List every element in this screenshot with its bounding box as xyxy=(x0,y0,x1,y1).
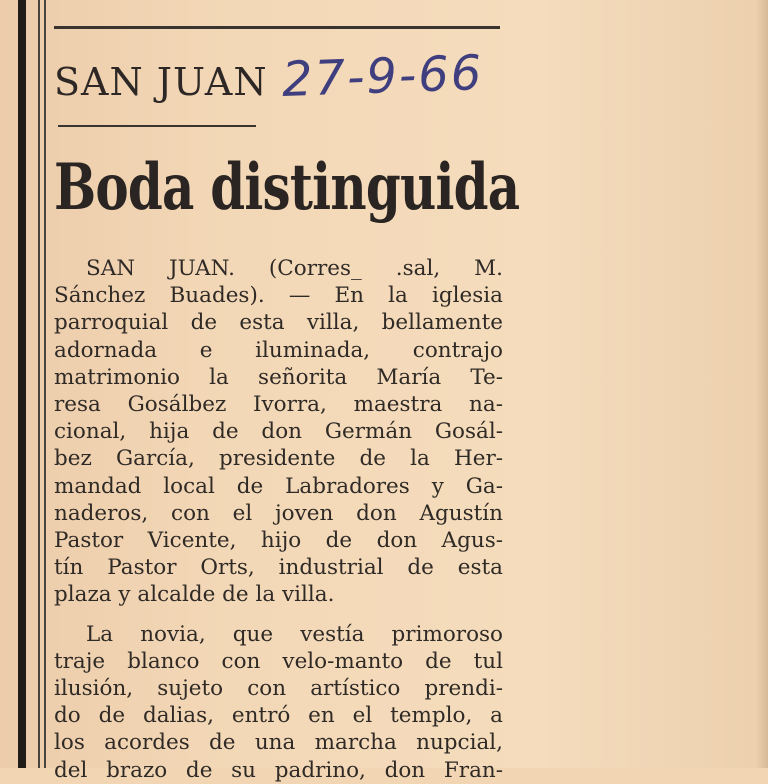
section-name: SAN JUAN xyxy=(54,60,268,104)
text-line: tín Pastor Orts, industrial de esta xyxy=(54,555,503,581)
article-body xyxy=(54,255,503,784)
left-thin-rule xyxy=(38,0,40,768)
text-line: los acordes de una marcha nupcial, xyxy=(54,730,503,756)
text-line: adornada e iluminada, contrajo xyxy=(54,337,503,363)
left-column-rule xyxy=(18,0,26,768)
text-line: del brazo de su padrino, don Fran- xyxy=(54,757,503,783)
text-line: bez García, presidente de la Her- xyxy=(54,446,503,472)
text-line: Sánchez Buades). — En la iglesia xyxy=(54,283,503,309)
article-headline: Boda distinguida xyxy=(54,150,520,225)
article-paragraph xyxy=(54,621,503,784)
section-underline xyxy=(58,125,256,127)
top-rule xyxy=(54,26,500,29)
text-line: naderos, con el joven don Agustín xyxy=(54,500,503,526)
left-thin-rule-2 xyxy=(44,0,46,768)
paper-edge xyxy=(756,0,768,768)
text-line: resa Gosálbez Ivorra, maestra na- xyxy=(54,392,503,418)
text-line: do de dalias, entró en el templo, a xyxy=(54,703,503,729)
text-line: matrimonio la señorita María Te- xyxy=(54,364,503,390)
text-line: plaza y alcalde de la villa. xyxy=(54,582,335,608)
text-line: SAN JUAN. (Corres_ .sal, M. xyxy=(86,256,503,281)
text-line: Pastor Vicente, hijo de don Agus- xyxy=(54,528,503,554)
text-line: parroquial de esta villa, bellamente xyxy=(54,310,503,336)
handwritten-date: 27-9-66 xyxy=(281,44,485,108)
article-paragraph xyxy=(54,255,503,609)
text-line: ilusión, sujeto con artístico prendi- xyxy=(54,676,503,702)
text-line: cional, hija de don Germán Gosál- xyxy=(54,419,503,445)
text-line: traje blanco con velo-manto de tul xyxy=(54,648,503,674)
text-line: La novia, que vestía primoroso xyxy=(86,621,503,647)
text-line: mandad local de Labradores y Ga- xyxy=(54,473,503,499)
